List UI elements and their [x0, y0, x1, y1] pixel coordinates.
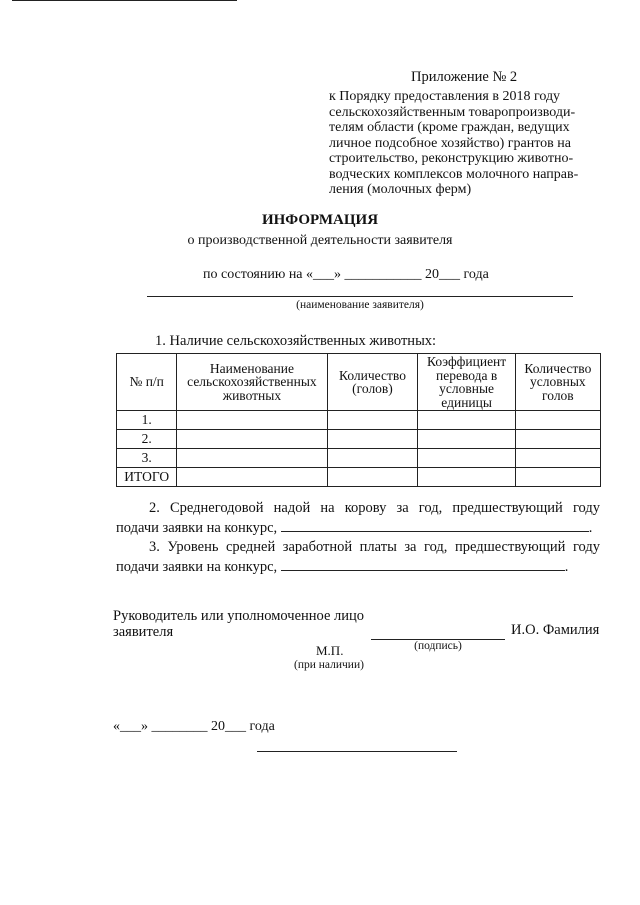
- section1-heading: 1. Наличие сельскохозяйственных животных:: [155, 333, 437, 349]
- item3-line2-wrap: [116, 557, 600, 577]
- appendix-line: строительство, реконструкцию животно-: [329, 151, 574, 166]
- item3-line1: 3. Уровень средней заработной платы за год, предшествующий году: [149, 539, 600, 555]
- row-number: 3.: [117, 449, 177, 468]
- document-title: ИНФОРМАЦИЯ: [261, 212, 379, 228]
- cell-qty[interactable]: [327, 430, 418, 449]
- cell-qty[interactable]: [327, 468, 418, 487]
- appendix-number: Приложение № 2: [411, 69, 518, 85]
- item2-milk-yield: [116, 498, 600, 538]
- cell-coef[interactable]: [418, 430, 515, 449]
- applicant-name-caption: (наименование заявителя): [296, 299, 424, 311]
- cell-qty[interactable]: [327, 449, 418, 468]
- cell-cond[interactable]: [515, 449, 600, 468]
- table-row: [117, 449, 601, 468]
- top-rule: [12, 0, 237, 1]
- row-number: 2.: [117, 430, 177, 449]
- signatory-role-line1: Руководитель или уполномоченное лицо: [113, 608, 365, 624]
- appendix-line: к Порядку предоставления в 2018 году: [329, 89, 561, 104]
- bottom-line-field[interactable]: [257, 751, 457, 752]
- date-line: «___» ________ 20___ года: [113, 719, 275, 734]
- header-qty: Количество (голов): [327, 354, 418, 411]
- header-cond: Количество условных голов: [515, 354, 600, 411]
- document-subtitle: о производственной деятельности заявителя: [187, 233, 453, 248]
- header-coef: Коэффициент перевода в условные единицы: [418, 354, 515, 411]
- item2-answer-field[interactable]: [281, 519, 589, 532]
- cell-name[interactable]: [177, 411, 327, 430]
- cell-cond[interactable]: [515, 430, 600, 449]
- total-label: ИТОГО: [117, 468, 177, 487]
- item3-period: .: [564, 559, 569, 575]
- cell-cond[interactable]: [515, 411, 600, 430]
- signature-caption: (подпись): [414, 640, 462, 652]
- cell-coef[interactable]: [418, 411, 515, 430]
- appendix-line: водческих комплексов молочного направ-: [329, 166, 579, 182]
- stamp-place: М.П.: [316, 643, 344, 658]
- table-total-row: [117, 468, 601, 487]
- item3-salary: [116, 537, 600, 577]
- cell-name[interactable]: [177, 449, 327, 468]
- signatory-role: [113, 608, 364, 640]
- signatory-name: И.О. Фамилия: [511, 622, 600, 638]
- cell-coef[interactable]: [418, 449, 515, 468]
- cell-coef[interactable]: [418, 468, 515, 487]
- row-number: 1.: [117, 411, 177, 430]
- status-date-line: по состоянию на «___» ___________ 20___ года: [203, 267, 489, 282]
- item2-period: .: [588, 520, 593, 536]
- item2-line1: 2. Среднегодовой надой на корову за год, предшествующий году: [149, 500, 600, 516]
- item3-line2: подачи заявки на конкурс,: [116, 559, 278, 575]
- table-header-row: [117, 354, 601, 411]
- header-no: № п/п: [117, 354, 177, 411]
- table-row: [117, 430, 601, 449]
- appendix-line: личное подсобное хозяйство) грантов на: [329, 135, 571, 151]
- applicant-name-field[interactable]: [147, 296, 573, 297]
- cell-cond[interactable]: [515, 468, 600, 487]
- cell-qty[interactable]: [327, 411, 418, 430]
- appendix-line: ления (молочных ферм): [329, 182, 472, 197]
- appendix-line: сельскохозяйственным товаропроизводи-: [329, 104, 576, 120]
- item3-answer-field[interactable]: [281, 558, 565, 571]
- animals-table: [116, 353, 601, 487]
- item2-line2: подачи заявки на конкурс,: [116, 520, 278, 536]
- header-name: Наименование сельскохозяйственных животных: [177, 354, 327, 411]
- item2-line2-wrap: [116, 518, 600, 538]
- appendix-reference: [329, 89, 597, 198]
- stamp-note: (при наличии): [294, 659, 364, 671]
- table-row: [117, 411, 601, 430]
- signatory-role-line2: заявителя: [113, 624, 174, 640]
- appendix-line: телям области (кроме граждан, ведущих: [329, 120, 570, 135]
- cell-name[interactable]: [177, 430, 327, 449]
- cell-name[interactable]: [177, 468, 327, 487]
